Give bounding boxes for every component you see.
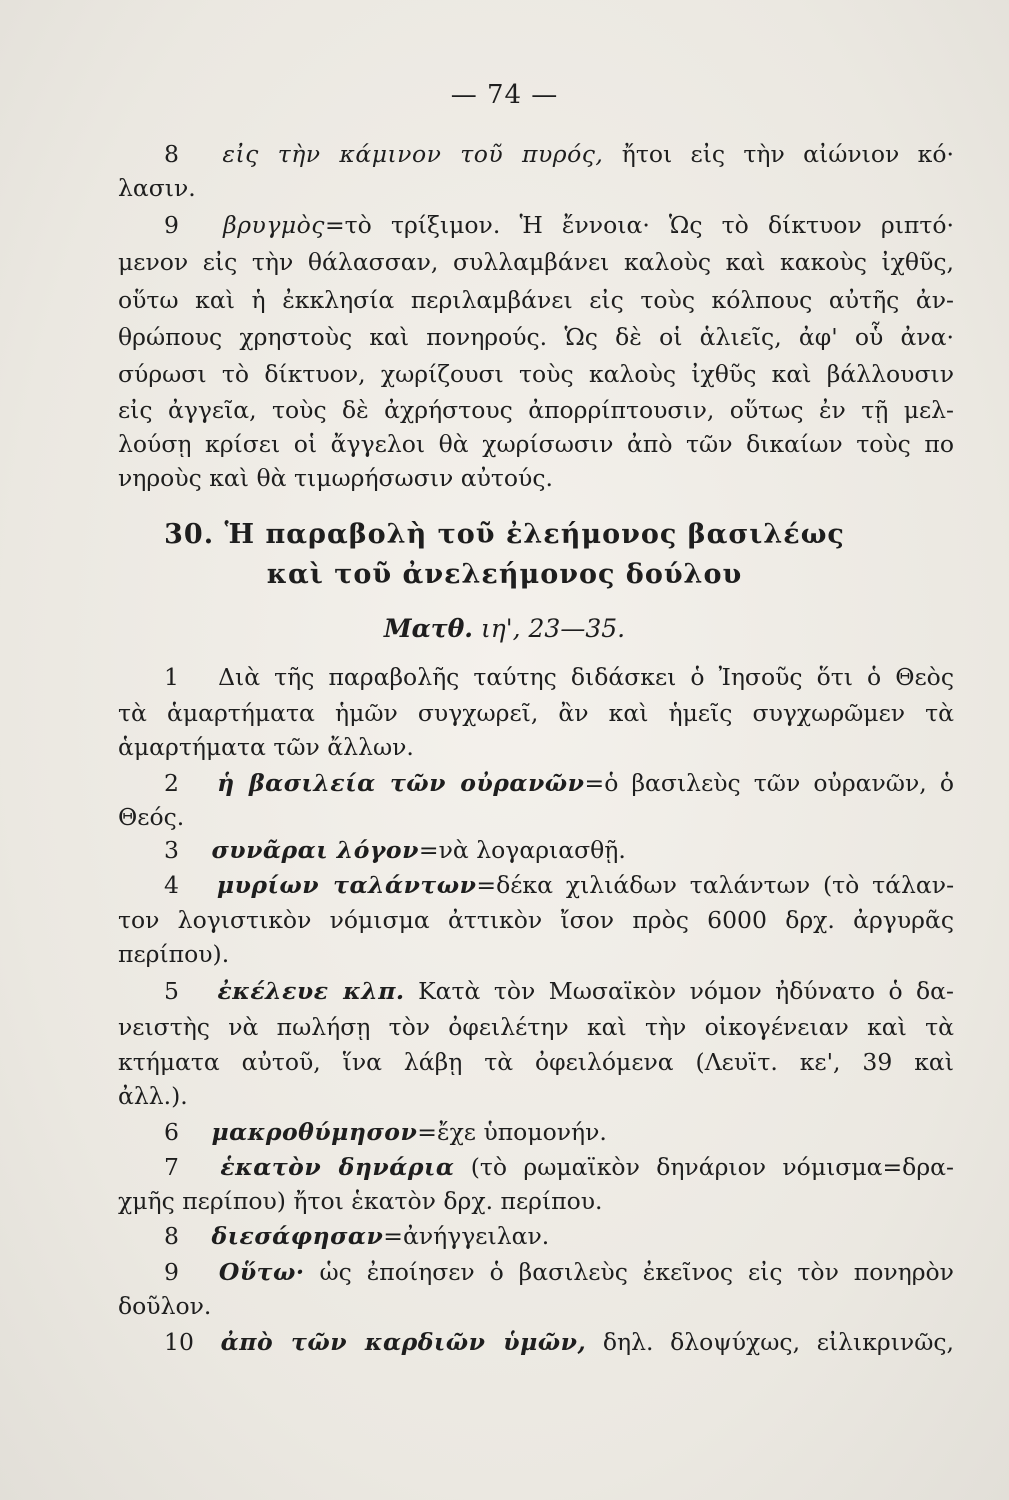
note-5-line-2: νειστὴς νὰ πωλήσῃ τὸν ὀφειλέτην καὶ τὴν οἰκογένειαν καὶ τὰ [118, 1013, 954, 1041]
note-number: 8 [164, 140, 179, 168]
note-text: =νὰ λογαριασθῇ. [418, 836, 626, 864]
note-text: =τὸ τρίξιμον. Ἡ ἔννοια· Ὡς τὸ δίκτυον ριπτό· [324, 211, 954, 239]
note-number: 9 [164, 1258, 179, 1286]
note-term: βρυγμὸς [223, 211, 325, 239]
note-number: 8 [164, 1222, 179, 1250]
note-term: Οὕτω· [218, 1258, 305, 1286]
note-term: συνᾶραι λόγον [211, 836, 419, 864]
note-text: =δέκα χιλιάδων ταλάντων (τὸ τάλαν- [476, 871, 954, 899]
note-4-line-1 [118, 868, 954, 902]
note-9b-line-1 [118, 1255, 954, 1289]
note-9-line-7: λούσῃ κρίσει οἱ ἄγγελοι θὰ χωρίσωσιν ἀπὸ τῶν δικαίων τοὺς πο [118, 430, 954, 458]
note-9-line-8: νηροὺς καὶ θὰ τιμωρήσωσιν αὐτούς. [118, 464, 553, 492]
note-text: Κατὰ τὸν Μωσαϊκὸν νόμον ἠδύνατο ὁ δα- [418, 977, 954, 1005]
note-9-line-5: σύρωσι τὸ δίκτυον, χωρίζουσι τοὺς καλοὺς ἰχθῦς καὶ βάλλουσιν [118, 360, 954, 388]
note-number: 5 [164, 977, 179, 1005]
note-2-line-1 [118, 766, 954, 800]
note-2-line-2: Θεός. [118, 803, 185, 831]
note-text: =ἔχε ὑπομονήν. [417, 1118, 607, 1146]
note-text: ἤτοι εἰς τὴν αἰώνιον κό· [621, 140, 954, 168]
note-text: =ὁ βασιλεὺς τῶν οὐρανῶν, ὁ [584, 769, 954, 797]
note-7-line-2: χμῆς περίπου) ἤτοι ἑκατὸν δρχ. περίπου. [118, 1187, 603, 1215]
section-title-line-2: καὶ τοῦ ἀνελεήμονος δούλου [266, 559, 743, 590]
note-8-line-2: λασιν. [118, 174, 196, 202]
note-term: ἡ βασιλεία τῶν οὐρανῶν [217, 769, 585, 797]
note-term: ἑκατὸν δηνάρια [220, 1153, 455, 1181]
note-10-line-1 [118, 1325, 954, 1359]
page-number: — 74 — [450, 80, 559, 110]
note-9-line-6: εἰς ἀγγεῖα, τοὺς δὲ ἀχρήστους ἀπορρίπτουσιν, οὕτως ἐν τῇ μελ- [118, 396, 954, 424]
note-9-line-2: μενον εἰς τὴν θάλασσαν, συλλαμβάνει καλοὺς καὶ κακοὺς ἰχθῦς, [118, 248, 954, 276]
note-9b-line-2: δοῦλον. [118, 1292, 212, 1320]
note-9-line-3: οὕτω καὶ ἡ ἐκκλησία περιλαμβάνει εἰς τοὺς κόλπους αὐτῆς ἀν- [118, 286, 954, 314]
note-term: ἐκέλευε κλπ. [217, 977, 405, 1005]
note-6-line-1 [118, 1115, 954, 1149]
note-number: 7 [164, 1153, 179, 1181]
note-1-line-2: τὰ ἁμαρτήματα ἡμῶν συγχωρεῖ, ἂν καὶ ἡμεῖς συγχωρῶμεν τὰ [118, 699, 954, 727]
note-9-line-1 [118, 208, 954, 242]
note-number: 4 [164, 871, 179, 899]
note-8b-line-1 [118, 1219, 954, 1253]
note-number: 6 [164, 1118, 179, 1146]
note-number: 10 [164, 1328, 194, 1356]
note-4-line-2: τον λογιστικὸν νόμισμα ἀττικὸν ἴσον πρὸς 6000 δρχ. ἀργυρᾶς [118, 906, 954, 934]
note-5-line-1 [118, 974, 954, 1008]
note-3-line-1 [118, 833, 954, 867]
note-number: 9 [164, 211, 179, 239]
note-number: 2 [164, 769, 179, 797]
note-term: ἀπὸ τῶν καρδιῶν ὑμῶν, [220, 1328, 587, 1356]
note-text: =ἀνήγγειλαν. [383, 1222, 550, 1250]
scripture-reference [0, 610, 1009, 648]
note-4-line-3: περίπου). [118, 940, 230, 968]
note-9-line-4: θρώπους χρηστοὺς καὶ πονηρούς. Ὡς δὲ οἱ ἁλιεῖς, ἀφ' οὗ ἀνα· [118, 323, 954, 351]
reference-book: Ματθ. [383, 614, 474, 643]
note-number: 3 [164, 836, 179, 864]
note-term: μακροθύμησον [211, 1118, 418, 1146]
note-7-line-1 [118, 1150, 954, 1184]
note-text: (τὸ ρωμαϊκὸν δηνάριον νόμισμα=δρα- [470, 1153, 954, 1181]
note-text: ὡς ἐποίησεν ὁ βασιλεὺς ἐκεῖνος εἰς τὸν πονηρὸν [319, 1258, 954, 1286]
section-title-line-1: 30. Ἡ παραβολὴ τοῦ ἐλεήμονος βασιλέως [164, 519, 845, 550]
note-5-line-4: ἀλλ.). [118, 1082, 188, 1110]
note-5-line-3: κτήματα αὐτοῦ, ἵνα λάβῃ τὰ ὀφειλόμενα (Λευϊτ. κε', 39 καὶ [118, 1048, 954, 1076]
note-term: μυρίων ταλάντων [216, 871, 477, 899]
note-text: Διὰ τῆς παραβολῆς ταύτης διδάσκει ὁ Ἰησοῦς ὅτι ὁ Θεὸς [218, 663, 954, 691]
note-term: εἰς τὴν κάμινον τοῦ πυρός, [222, 140, 604, 168]
note-text: δηλ. δλοψύχως, εἰλικρινῶς, [602, 1328, 954, 1356]
note-1-line-1 [118, 660, 954, 694]
note-8-line-1 [118, 137, 954, 171]
note-1-line-3: ἁμαρτήματα τῶν ἄλλων. [118, 733, 414, 761]
reference-chapter-verses: ιη', 23—35. [480, 614, 626, 643]
note-term: διεσάφησαν [211, 1222, 384, 1250]
note-number: 1 [164, 663, 179, 691]
